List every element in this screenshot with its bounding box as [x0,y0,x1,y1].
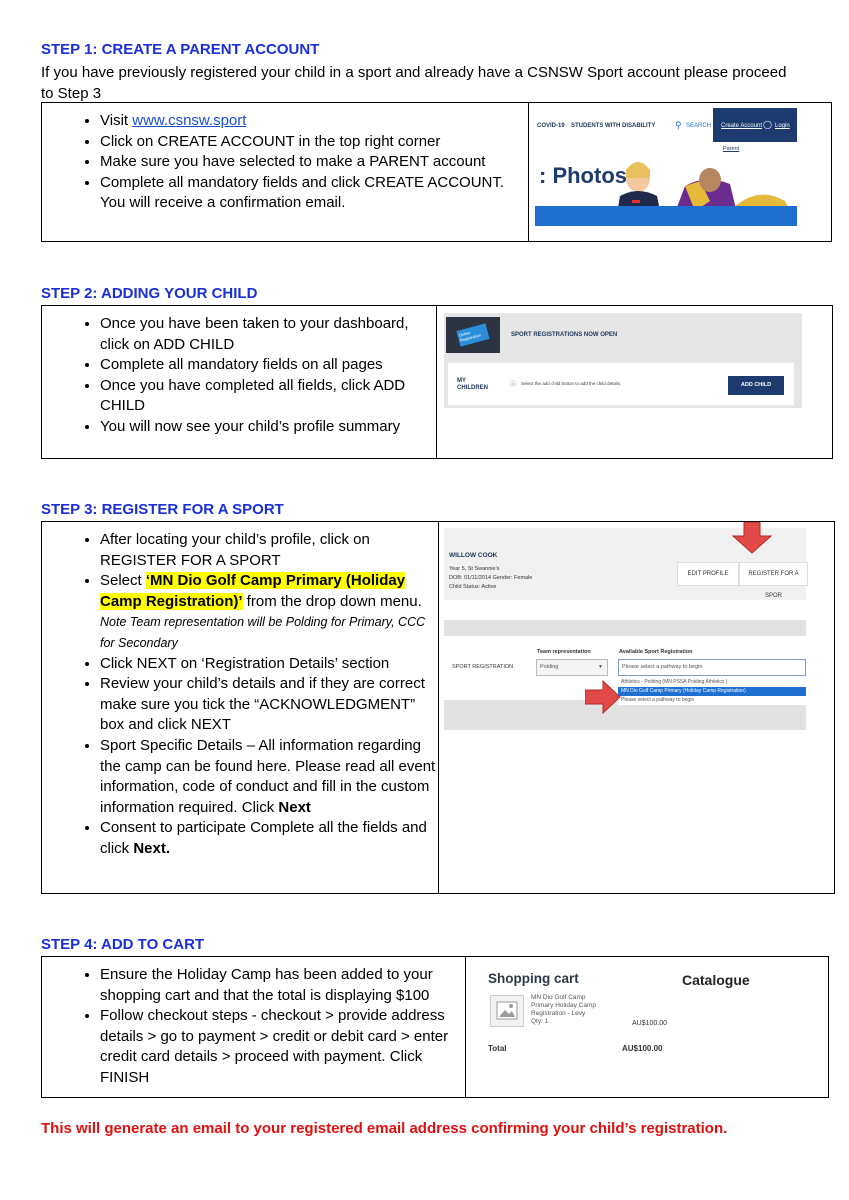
team-rep-select: Polding ▼ [536,659,608,676]
cart-item-line: Primary Holiday Camp [531,1002,597,1009]
step2-instructions [42,314,438,438]
dropdown-option-selected: MN Dio Golf Camp Primary (Holiday Camp Registration) [618,687,806,696]
cart-total-label: Total [488,1044,507,1053]
register-sport-button: REGISTER FOR A SPOR [739,562,808,586]
step2-bullet: • Once you have been taken to your dashboard, click on ADD CHILD [100,314,438,355]
nav-disability: STUDENTS WITH DISABILITY [571,123,656,129]
login-link: Login [775,123,790,129]
step3-bullet: • After locating your child’s profile, click on REGISTER FOR A SPORT [100,530,438,571]
step4-title: STEP 4: ADD TO CART [41,936,205,953]
step3-divider [438,522,439,893]
nav-covid: COVID-19 [537,123,565,129]
step3-bullet: • Consent to participate Complete all the fields and click Next. [100,818,438,859]
step1-screenshot [535,108,797,226]
step4-divider [465,957,466,1097]
step3-bullet: • Review your child’s details and if they are correct make sure you tick the “ACKNOWLEDGMENT” box and click NEXT [100,674,438,736]
team-rep-label: Team representation [537,649,591,655]
edit-profile-button: EDIT PROFILE [677,562,739,586]
step4-instructions [42,965,466,1089]
step1-bullet: • Make sure you have selected to make a PARENT account [100,152,530,173]
step1-bullet-visit: • Visit www.csnsw.sport [100,111,530,132]
step2-bullet: • Once you have completed all fields, click ADD CHILD [100,376,438,417]
my-children-label: MY CHILDREN [457,378,488,391]
confirmation-note: This will generate an email to your registered email address confirming your child’s registration. [41,1120,728,1137]
cart-total-value: AU$100.00 [622,1044,663,1053]
step1-title: STEP 1: CREATE A PARENT ACCOUNT [41,41,320,58]
catalogue-title: Catalogue [682,972,750,988]
create-account-link: Create Account [721,123,763,129]
step3-title: STEP 3: REGISTER FOR A SPORT [41,501,284,518]
step2-screenshot [444,313,802,408]
child-name: WILLOW COOK [449,552,498,559]
child-school: Year 5, St Swannie's [449,566,500,572]
banner-strip [535,206,797,226]
dropdown-option: Please select a pathway to begin [618,696,806,705]
add-child-hint: Select the add child button to add the child details. [521,381,622,386]
step1-intro: If you have previously registered your child in a sport and already have a CSNSW Sport account please proceed to Step 3 [41,64,787,102]
step3-screenshot [444,528,806,730]
csnsw-link[interactable]: www.csnsw.sport [132,112,247,129]
step4-bullet: • Follow checkout steps - checkout > provide address details > go to payment > credit or debit card > enter credit card details > proceed with payment. Click FINISH [100,1006,466,1088]
child-dob: DOB: 01/11/2014 Gender: Female [449,575,533,581]
team-note: Note Team representation will be Polding for Primary, CCC for Secondary [100,615,426,650]
image-placeholder-icon [490,995,524,1027]
search-icon: ⚲ [675,120,682,130]
photos-heading: : Photos [539,163,627,188]
user-icon: ◯ [763,120,772,129]
step3-instructions [42,530,438,860]
cart-item-qty: Qty: 1 [531,1018,549,1025]
step1-instructions [42,111,530,214]
arrow-right-icon [585,680,621,714]
step3-bullet: • Sport Specific Details – All information regarding the camp can be found here. Please read all event information, code of conduct and fill in the custom information required. Click Next [100,736,438,818]
dropdown-option: Athletics - Polding (MN PSSA Polding Athletics ) [618,678,806,687]
shopping-cart-title: Shopping cart [488,971,579,986]
sport-registration-label: SPORT REGISTRATION [452,664,514,670]
available-registration-select: Please select a pathway to begin [618,659,806,676]
child-status: Child Status: Active [449,584,497,590]
online-registration-card: Online Registration [446,317,500,353]
golf-camp-highlight: ‘MN Dio Golf Camp Primary (Holiday Camp Registration)’ [100,572,406,610]
step4-bullet: • Ensure the Holiday Camp has been added to your shopping cart and that the total is displaying $100 [100,965,466,1006]
available-registration-label: Available Sport Registration [619,649,693,655]
step1-bullet: • Complete all mandatory fields and click CREATE ACCOUNT. You will receive a confirmation email. [100,173,530,214]
chevron-down-icon: ▼ [598,664,603,670]
cart-item-line: Registration - Levy [531,1010,586,1017]
account-nav [713,108,797,142]
cart-item-line: MN Dio Golf Camp [531,994,586,1001]
step3-bullet: • Click NEXT on ‘Registration Details’ section [100,654,438,675]
step2-title: STEP 2: ADDING YOUR CHILD [41,285,258,302]
step2-bullet: • You will now see your child’s profile summary [100,417,438,438]
arrow-down-icon [731,522,773,554]
step3-bullet-select: • Select ‘MN Dio Golf Camp Primary (Holiday Camp Registration)’ from the drop down menu. Note Team representation will be Polding for Primary, CCC for Secondary [100,571,438,653]
step1-bullet: • Click on CREATE ACCOUNT in the top right corner [100,132,530,153]
step1-divider [528,103,529,241]
info-icon: ⓘ [510,382,517,388]
registrations-open-banner: SPORT REGISTRATIONS NOW OPEN [511,332,618,338]
add-child-button: ADD CHILD [728,376,784,395]
step2-bullet: • Complete all mandatory fields on all pages [100,355,438,376]
step2-divider [436,306,437,458]
cart-item-price: AU$100.00 [632,1020,668,1027]
dropdown-parent: Parent [723,146,740,152]
nav-search: SEARCH [686,123,712,129]
